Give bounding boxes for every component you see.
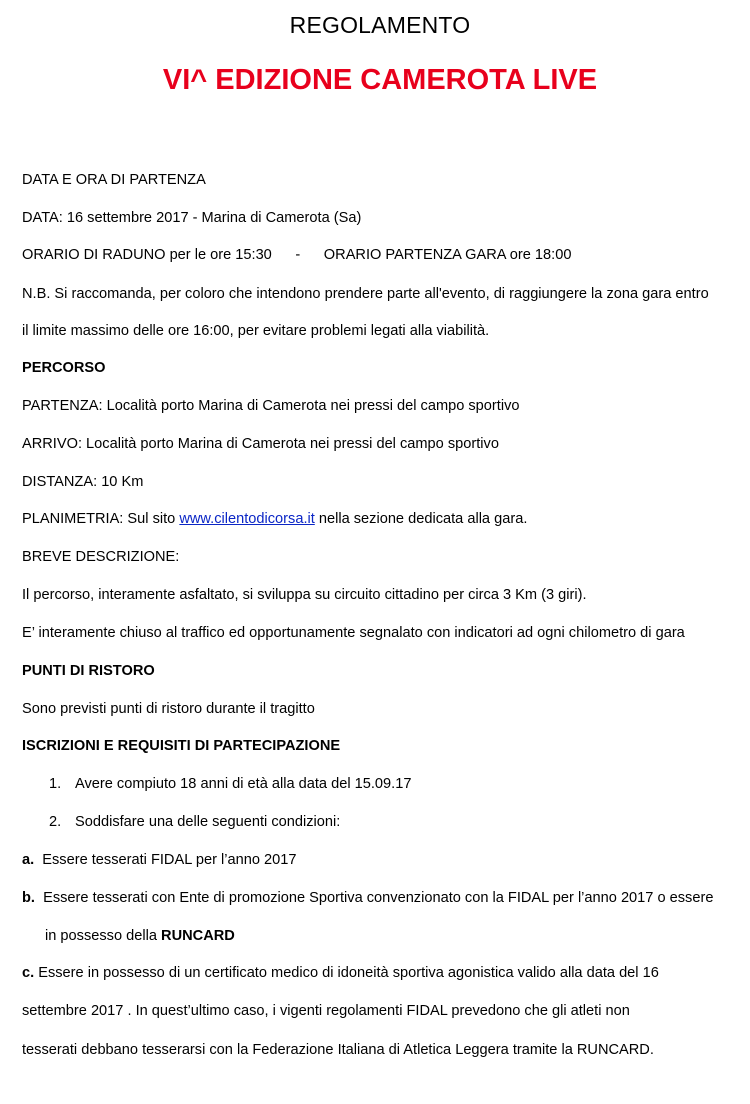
nb-line-1: N.B. Si raccomanda, per coloro che intendono prendere parte all'evento, di raggiungere la zona gara entro — [22, 286, 709, 302]
planimetria-line — [22, 510, 527, 528]
arrivo-line: ARRIVO: Località porto Marina di Camerota nei pressi del campo sportivo — [22, 436, 499, 452]
raduno-text: ORARIO DI RADUNO per le ore 15:30 — [22, 247, 272, 263]
partenza-gara-text: ORARIO PARTENZA GARA ore 18:00 — [323, 247, 572, 263]
condition-c-line-2: settembre 2017 . In quest’ultimo caso, i vigenti regolamenti FIDAL prevedono che gli atleti non — [22, 1003, 630, 1019]
condition-b-line-1 — [22, 889, 713, 907]
distanza-line: DISTANZA: 10 Km — [22, 474, 144, 490]
iscrizioni-heading: ISCRIZIONI E REQUISITI DI PARTECIPAZIONE — [22, 738, 341, 754]
planimetria-prefix: PLANIMETRIA: Sul sito — [22, 511, 176, 527]
percorso-desc-line-1: Il percorso, interamente asfaltato, si sviluppa su circuito cittadino per circa 3 Km (3 giri). — [22, 587, 587, 603]
requirement-2-text: Soddisfare una delle seguenti condizioni: — [75, 814, 341, 830]
condition-c-line-3: tesserati debbano tesserarsi con la Federazione Italiana di Atletica Leggera tramite la RUNCARD. — [22, 1042, 654, 1058]
page-title: REGOLAMENTO — [289, 12, 471, 38]
partenza-line: PARTENZA: Località porto Marina di Camerota nei pressi del campo sportivo — [22, 398, 520, 414]
condition-b-line-2 — [45, 927, 235, 945]
edition-title: VI^ EDIZIONE CAMEROTA LIVE — [162, 64, 598, 96]
data-line: DATA: 16 settembre 2017 - Marina di Camerota (Sa) — [22, 210, 362, 226]
condition-b-text: Essere tesserati con Ente di promozione Sportiva convenzionato con la FIDAL per l’anno 2017 o essere — [43, 890, 714, 906]
requirement-1-number: 1. — [49, 776, 62, 792]
requirement-2-number: 2. — [49, 814, 62, 830]
cilentodicorsa-link[interactable]: www.cilentodicorsa.it — [179, 511, 315, 527]
requirement-2 — [49, 813, 340, 831]
breve-descrizione-heading: BREVE DESCRIZIONE: — [22, 549, 180, 565]
condition-a-label: a. — [22, 852, 35, 868]
requirement-1 — [49, 775, 411, 793]
requirement-1-text: Avere compiuto 18 anni di età alla data del 15.09.17 — [75, 776, 412, 792]
runcard-label: RUNCARD — [161, 928, 235, 944]
data-ora-heading: DATA E ORA DI PARTENZA — [22, 172, 206, 188]
condition-c-text: Essere in possesso di un certificato medico di idoneità sportiva agonistica valido alla data del 16 — [38, 965, 659, 981]
condition-a-text: Essere tesserati FIDAL per l’anno 2017 — [42, 852, 297, 868]
ristoro-desc: Sono previsti punti di ristoro durante il tragitto — [22, 701, 315, 717]
condition-a — [22, 851, 296, 869]
orari-line — [22, 246, 571, 264]
dash-separator: - — [295, 247, 301, 263]
condition-c-line-1 — [22, 964, 659, 982]
ristoro-heading: PUNTI DI RISTORO — [22, 663, 155, 679]
percorso-heading: PERCORSO — [22, 360, 106, 376]
nb-line-2: il limite massimo delle ore 16:00, per evitare problemi legati alla viabilità. — [22, 323, 490, 339]
condition-b-line-2-prefix: in possesso della — [45, 928, 157, 944]
condition-b-label: b. — [22, 890, 35, 906]
planimetria-suffix: nella sezione dedicata alla gara. — [318, 511, 528, 527]
condition-c-label: c. — [22, 965, 35, 981]
percorso-desc-line-2: E’ interamente chiuso al traffico ed opportunamente segnalato con indicatori ad ogni chilometro di gara — [22, 625, 685, 641]
